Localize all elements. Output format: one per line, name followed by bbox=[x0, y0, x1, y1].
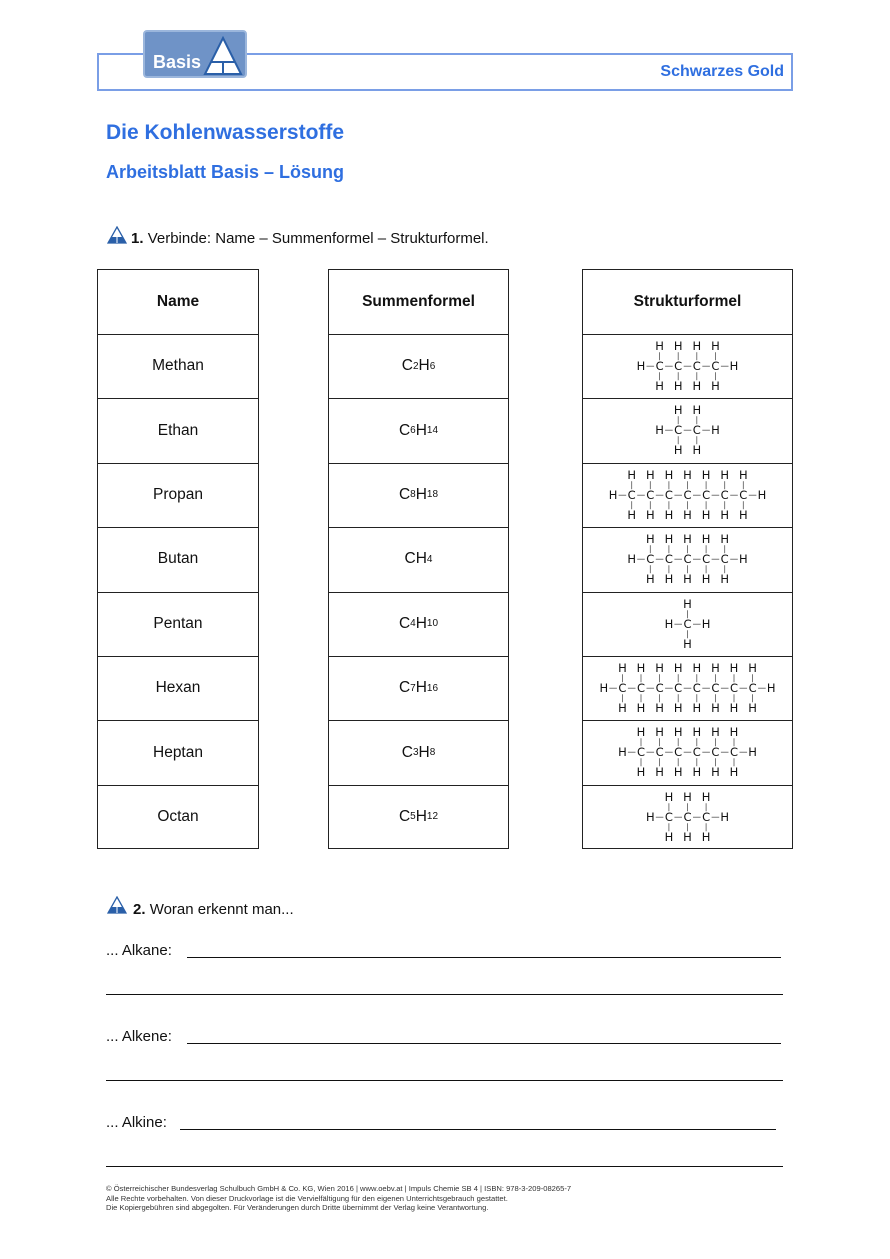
page-subtitle: Arbeitsblatt Basis – Lösung bbox=[106, 162, 345, 182]
structure-formula[interactable] bbox=[583, 785, 792, 849]
hydrogen-atom: H bbox=[683, 636, 692, 651]
hydrogen-atom: H bbox=[683, 507, 692, 522]
carbon-atom: C bbox=[674, 681, 683, 696]
hydrogen-atom: H bbox=[673, 379, 683, 394]
logo-text: Basis bbox=[153, 52, 202, 72]
hydrogen-atom: H bbox=[711, 339, 720, 354]
hydrogen-atom: H bbox=[655, 339, 664, 354]
task2-text: Woran erkennt man... bbox=[149, 901, 294, 918]
hydrogen-atom: H bbox=[618, 661, 627, 676]
carbon-atom: C bbox=[720, 552, 729, 567]
hydrogen-atom: H bbox=[738, 467, 748, 482]
hydrogen-atom: H bbox=[738, 552, 748, 567]
carbon-atom: C bbox=[683, 809, 692, 824]
carbon-atom: C bbox=[664, 487, 673, 502]
name-cell[interactable]: Hexan bbox=[155, 679, 201, 697]
hydrogen-atom: H bbox=[664, 507, 674, 522]
hydrogen-atom: H bbox=[683, 532, 692, 547]
carbon-atom: C bbox=[646, 552, 655, 567]
formula-cell[interactable]: C 8 H 18 bbox=[398, 485, 439, 503]
hydrogen-atom: H bbox=[636, 661, 646, 676]
hydrogen-atom: H bbox=[683, 572, 692, 587]
hydrogen-atom: H bbox=[645, 572, 655, 587]
name-cell[interactable]: Ethan bbox=[157, 421, 199, 439]
name-cell[interactable]: Propan bbox=[153, 485, 203, 503]
carbon-atom: C bbox=[664, 809, 673, 824]
name-cell[interactable]: Butan bbox=[157, 550, 199, 568]
structure-formula[interactable] bbox=[583, 656, 792, 720]
carbon-atom: C bbox=[748, 681, 757, 696]
formula-cell[interactable]: C 2 H 6 bbox=[401, 357, 436, 375]
structure-header: Strukturformel bbox=[633, 293, 742, 310]
hydrogen-atom: H bbox=[655, 765, 664, 780]
hydrogen-atom: H bbox=[645, 467, 655, 482]
hydrogen-atom: H bbox=[683, 596, 692, 611]
hydrogen-atom: H bbox=[618, 745, 627, 760]
hydrogen-atom: H bbox=[664, 616, 674, 631]
basis-logo bbox=[143, 30, 247, 78]
hydrogen-atom: H bbox=[729, 725, 739, 740]
hydrogen-atom: H bbox=[664, 532, 674, 547]
hydrogen-atom: H bbox=[636, 765, 646, 780]
series-title: Schwarzes Gold bbox=[660, 63, 784, 80]
carbon-atom: C bbox=[646, 487, 655, 502]
hydrogen-atom: H bbox=[720, 809, 730, 824]
task1-number: 1. bbox=[131, 230, 144, 247]
name-cell[interactable]: Octan bbox=[157, 807, 199, 825]
hydrogen-atom: H bbox=[645, 809, 655, 824]
hydrogen-atom: H bbox=[636, 359, 646, 374]
hydrogen-atom: H bbox=[766, 681, 776, 696]
hydrogen-atom: H bbox=[692, 661, 702, 676]
name-column bbox=[97, 269, 259, 849]
hydrogen-atom: H bbox=[683, 789, 692, 804]
hydrogen-atom: H bbox=[692, 765, 702, 780]
alkine-answer-line-2[interactable] bbox=[106, 1166, 783, 1167]
structure-formula[interactable] bbox=[583, 334, 792, 398]
alkane-label: ... Alkane: bbox=[106, 942, 172, 959]
carbon-atom: C bbox=[636, 681, 646, 696]
hydrogen-atom: H bbox=[664, 789, 674, 804]
hydrogen-atom: H bbox=[618, 701, 627, 716]
carbon-atom: C bbox=[636, 745, 646, 760]
hydrogen-atom: H bbox=[683, 467, 692, 482]
carbon-atom: C bbox=[720, 487, 729, 502]
carbon-atom: C bbox=[702, 552, 711, 567]
task1-text: Verbinde: Name – Summenformel – Strukturformel. bbox=[147, 230, 489, 247]
carbon-atom: C bbox=[711, 745, 720, 760]
footer-line-1: © Österreichischer Bundesverlag Schulbuch GmbH & Co. KG, Wien 2016 | www.oebv.at | Impuls Chemie SB 4 | ISBN: 978-3-209-08265-7 bbox=[106, 1184, 572, 1193]
carbon-atom: C bbox=[692, 423, 701, 438]
hydrogen-atom: H bbox=[673, 339, 683, 354]
carbon-atom: C bbox=[664, 552, 673, 567]
hydrogen-atom: H bbox=[673, 403, 683, 418]
structure-column bbox=[582, 269, 793, 849]
hydrogen-atom: H bbox=[692, 379, 702, 394]
structure-formula[interactable] bbox=[583, 463, 792, 527]
alkine-label: ... Alkine: bbox=[106, 1114, 167, 1131]
name-header: Name bbox=[156, 293, 200, 310]
task2-number: 2. bbox=[133, 901, 146, 918]
hydrogen-atom: H bbox=[748, 745, 757, 760]
hydrogen-atom: H bbox=[655, 725, 664, 740]
hydrogen-atom: H bbox=[711, 423, 720, 438]
hydrogen-atom: H bbox=[655, 661, 664, 676]
hydrogen-atom: H bbox=[720, 532, 730, 547]
hydrogen-atom: H bbox=[673, 725, 683, 740]
structure-formula[interactable] bbox=[583, 527, 792, 591]
carbon-atom: C bbox=[618, 681, 627, 696]
hydrogen-atom: H bbox=[664, 829, 674, 844]
hydrogen-atom: H bbox=[701, 829, 711, 844]
hydrogen-atom: H bbox=[673, 701, 683, 716]
hydrogen-atom: H bbox=[645, 507, 655, 522]
hydrogen-atom: H bbox=[673, 661, 683, 676]
carbon-atom: C bbox=[674, 745, 683, 760]
hydrogen-atom: H bbox=[627, 467, 637, 482]
hydrogen-atom: H bbox=[711, 379, 720, 394]
alkane-answer-line[interactable] bbox=[187, 957, 781, 958]
hydrogen-atom: H bbox=[701, 532, 711, 547]
hydrogen-atom: H bbox=[748, 661, 757, 676]
carbon-atom: C bbox=[683, 616, 692, 631]
hydrogen-atom: H bbox=[729, 661, 739, 676]
alkene-answer-line[interactable] bbox=[187, 1043, 781, 1044]
hydrogen-atom: H bbox=[655, 423, 664, 438]
formula-cell[interactable]: CH 4 bbox=[404, 550, 433, 568]
structure-formula[interactable] bbox=[583, 398, 792, 462]
structure-formula[interactable] bbox=[583, 720, 792, 784]
hydrogen-atom: H bbox=[701, 507, 711, 522]
hydrogen-atom: H bbox=[636, 725, 646, 740]
hydrogen-atom: H bbox=[664, 467, 674, 482]
hydrogen-atom: H bbox=[720, 572, 730, 587]
carbon-atom: C bbox=[711, 359, 720, 374]
structure-formula[interactable] bbox=[583, 592, 792, 656]
carbon-atom: C bbox=[729, 745, 739, 760]
formula-column bbox=[328, 269, 509, 849]
hydrogen-atom: H bbox=[608, 487, 618, 502]
hydrogen-atom: H bbox=[692, 701, 702, 716]
carbon-atom: C bbox=[711, 681, 720, 696]
alkene-label: ... Alkene: bbox=[106, 1028, 172, 1045]
hydrogen-atom: H bbox=[729, 359, 739, 374]
hydrogen-atom: H bbox=[673, 765, 683, 780]
task1-line bbox=[131, 230, 489, 247]
level-triangle-icon bbox=[107, 226, 127, 244]
carbon-atom: C bbox=[683, 552, 692, 567]
carbon-atom: C bbox=[683, 487, 692, 502]
hydrogen-atom: H bbox=[701, 467, 711, 482]
hydrogen-atom: H bbox=[711, 701, 720, 716]
hydrogen-atom: H bbox=[720, 467, 730, 482]
name-cell[interactable]: Pentan bbox=[153, 614, 203, 632]
footer-line-3: Die Kopiergebühren sind abgegolten. Für Veränderungen durch Dritte übernimmt der Verlag keine Verantwortung. bbox=[106, 1203, 489, 1213]
hydrogen-atom: H bbox=[757, 487, 767, 502]
hydrogen-atom: H bbox=[683, 829, 692, 844]
hydrogen-atom: H bbox=[673, 443, 683, 458]
hydrogen-atom: H bbox=[729, 701, 739, 716]
carbon-atom: C bbox=[729, 681, 739, 696]
hydrogen-atom: H bbox=[692, 403, 702, 418]
name-cell[interactable]: Heptan bbox=[153, 743, 203, 761]
page-title: Die Kohlenwasserstoffe bbox=[106, 121, 345, 144]
hydrogen-atom: H bbox=[627, 552, 637, 567]
hydrogen-atom: H bbox=[655, 701, 664, 716]
hydrogen-atom: H bbox=[692, 725, 702, 740]
alkane-answer-line-2[interactable] bbox=[106, 994, 783, 995]
hydrogen-atom: H bbox=[711, 661, 720, 676]
hydrogen-atom: H bbox=[711, 725, 720, 740]
alkene-answer-line-2[interactable] bbox=[106, 1080, 783, 1081]
level-triangle-icon bbox=[107, 896, 127, 914]
hydrogen-atom: H bbox=[627, 507, 637, 522]
carbon-atom: C bbox=[674, 359, 683, 374]
hydrogen-atom: H bbox=[711, 765, 720, 780]
hydrogen-atom: H bbox=[701, 789, 711, 804]
footer bbox=[106, 1184, 571, 1213]
hydrogen-atom: H bbox=[645, 532, 655, 547]
hydrogen-atom: H bbox=[599, 681, 609, 696]
formula-cell[interactable]: C 6 H 14 bbox=[398, 421, 439, 439]
carbon-atom: C bbox=[655, 359, 664, 374]
formula-cell[interactable]: C 4 H 10 bbox=[398, 614, 439, 632]
hydrogen-atom: H bbox=[720, 507, 730, 522]
name-cell[interactable]: Methan bbox=[152, 357, 204, 375]
formula-cell[interactable]: C 5 H 12 bbox=[398, 807, 439, 825]
hydrogen-atom: H bbox=[664, 572, 674, 587]
carbon-atom: C bbox=[692, 681, 701, 696]
formula-cell[interactable]: C 7 H 16 bbox=[398, 679, 439, 697]
alkine-answer-line[interactable] bbox=[180, 1129, 776, 1130]
hydrogen-atom: H bbox=[692, 339, 702, 354]
triangle-logo-icon bbox=[203, 36, 243, 76]
formula-header: Summenformel bbox=[362, 293, 475, 310]
formula-cell[interactable]: C 3 H 8 bbox=[401, 743, 436, 761]
carbon-atom: C bbox=[702, 809, 711, 824]
task2-line bbox=[133, 901, 294, 918]
carbon-atom: C bbox=[655, 745, 664, 760]
carbon-atom: C bbox=[702, 487, 711, 502]
carbon-atom: C bbox=[692, 359, 701, 374]
hydrogen-atom: H bbox=[701, 572, 711, 587]
hydrogen-atom: H bbox=[701, 616, 711, 631]
carbon-atom: C bbox=[692, 745, 701, 760]
carbon-atom: C bbox=[655, 681, 664, 696]
carbon-atom: C bbox=[674, 423, 683, 438]
hydrogen-atom: H bbox=[636, 701, 646, 716]
hydrogen-atom: H bbox=[748, 701, 757, 716]
carbon-atom: C bbox=[739, 487, 748, 502]
hydrogen-atom: H bbox=[729, 765, 739, 780]
hydrogen-atom: H bbox=[692, 443, 702, 458]
carbon-atom: C bbox=[627, 487, 636, 502]
hydrogen-atom: H bbox=[738, 507, 748, 522]
footer-line-2: Alle Rechte vorbehalten. Von dieser Druckvorlage ist die Vervielfältigung für den eigenen Unterrichtsgebrauch gestattet. bbox=[106, 1193, 508, 1203]
hydrogen-atom: H bbox=[655, 379, 664, 394]
